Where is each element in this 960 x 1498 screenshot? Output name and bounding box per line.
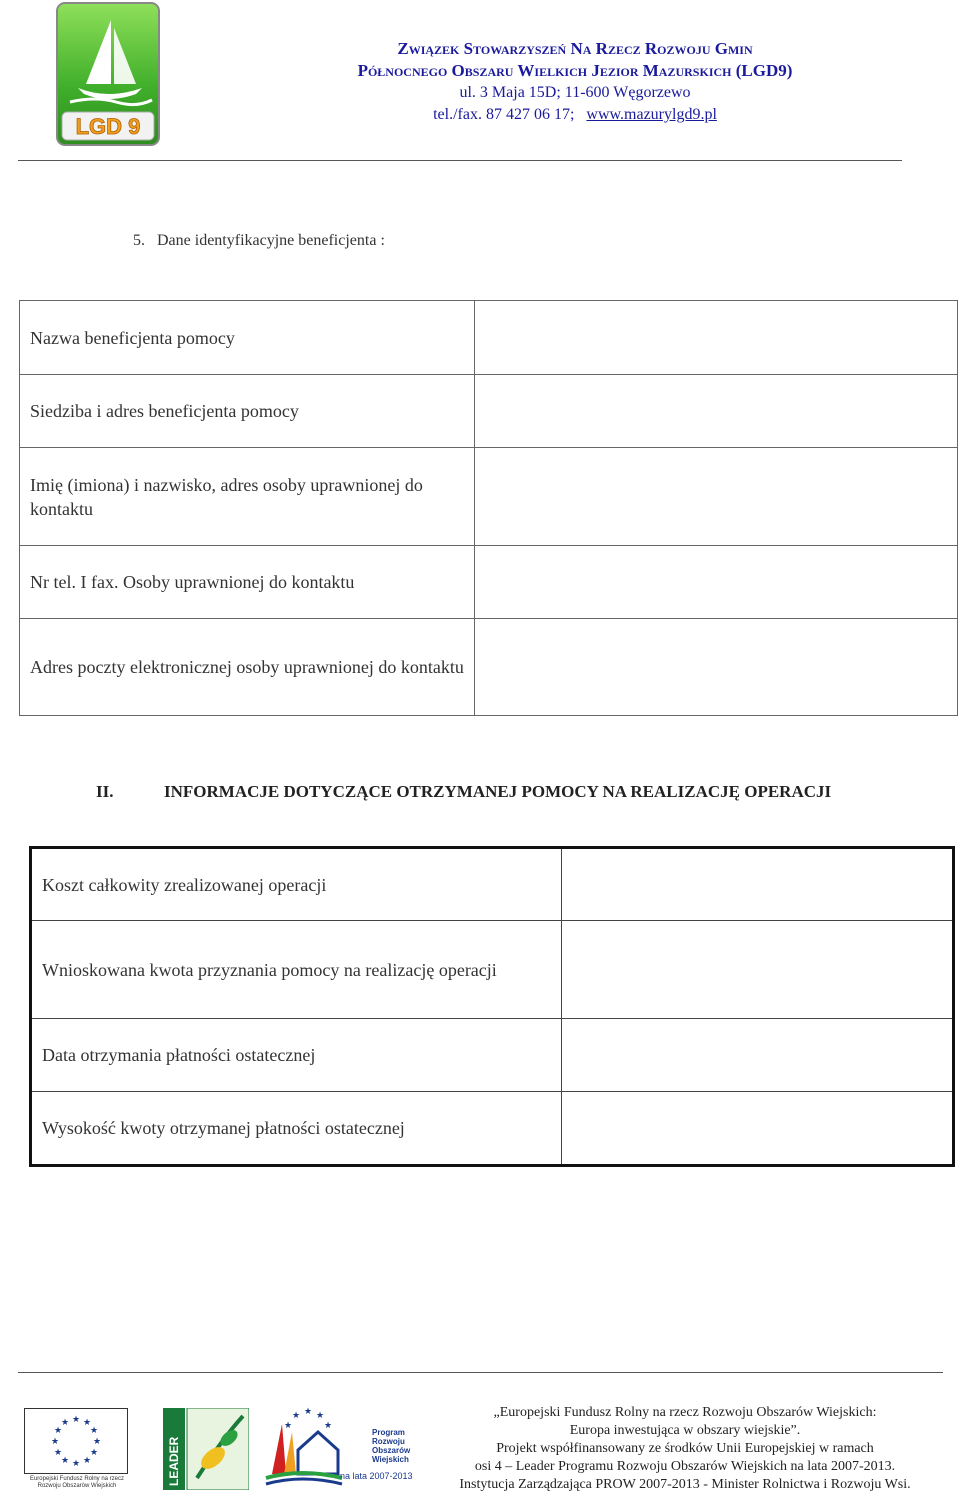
footer-line-4: osi 4 – Leader Programu Rozwoju Obszarów Wiejskich na lata 2007-2013. [474, 1459, 896, 1474]
section-5-heading: 5. Dane identyfikacyjne beneficjenta : [133, 232, 385, 249]
beneficiary-identification-table [19, 300, 958, 716]
table-row [20, 375, 958, 448]
footer-funding-notice [430, 1404, 940, 1494]
svg-text:★: ★ [82, 1418, 92, 1428]
svg-text:★: ★ [303, 1407, 313, 1417]
field-label: Wysokość kwoty otrzymanej płatności ostatecznej [31, 1092, 562, 1166]
svg-text:★: ★ [60, 1456, 70, 1466]
svg-text:★: ★ [82, 1456, 92, 1466]
org-contact [200, 104, 950, 126]
svg-text:LEADER: LEADER [167, 1436, 181, 1486]
contact-phone-field[interactable] [475, 546, 958, 619]
table-row [31, 1092, 954, 1166]
leader-leaf-icon [163, 1408, 249, 1490]
svg-text:★: ★ [89, 1426, 99, 1436]
field-label: Siedziba i adres beneficjenta pomocy [20, 375, 475, 448]
leader-logo [163, 1408, 249, 1495]
sailboat-logo-icon [56, 2, 160, 146]
org-phone: tel./fax. 87 427 06 17; [433, 106, 575, 123]
prow-program-label: Program Rozwoju Obszarów Wiejskich [372, 1428, 411, 1464]
field-label: Data otrzymania płatności ostatecznej [31, 1019, 562, 1092]
table-row [31, 1019, 954, 1092]
footer-line-5: Instytucja Zarządzająca PROW 2007-2013 - Minister Rolnictwa i Rozwoju Wsi. [459, 1477, 911, 1492]
header-divider [18, 160, 902, 161]
field-label: Nazwa beneficjenta pomocy [20, 301, 475, 375]
svg-text:★: ★ [60, 1418, 70, 1428]
prow-program-years: na lata 2007-2013 [340, 1471, 413, 1481]
field-label: Wnioskowana kwota przyznania pomocy na realizację operacji [31, 921, 562, 1019]
svg-text:★: ★ [50, 1437, 60, 1447]
svg-text:★: ★ [71, 1415, 81, 1425]
field-label: Imię (imiona) i nazwisko, adres osoby uprawnionej do kontaktu [20, 448, 475, 546]
table-row [31, 921, 954, 1019]
section-2-heading [96, 782, 831, 802]
lgd9-logo [56, 2, 160, 146]
table-row [31, 848, 954, 921]
beneficiary-address-field[interactable] [475, 375, 958, 448]
table-row [20, 619, 958, 716]
footer-line-3: Projekt współfinansowany ze środków Unii Europejskiej w ramach [496, 1441, 874, 1456]
svg-text:★: ★ [315, 1411, 325, 1421]
eu-flag-logo [24, 1408, 128, 1479]
total-cost-field[interactable] [562, 848, 954, 921]
final-payment-date-field[interactable] [562, 1019, 954, 1092]
svg-text:★: ★ [291, 1411, 301, 1421]
org-name-line1: Związek Stowarzyszeń Na Rzecz Rozwoju Gmin [397, 39, 753, 58]
svg-text:★: ★ [53, 1448, 63, 1458]
svg-text:★: ★ [71, 1459, 81, 1469]
aid-information-table [29, 846, 955, 1167]
contact-person-field[interactable] [475, 448, 958, 546]
svg-text:★: ★ [53, 1426, 63, 1436]
field-label: Adres poczty elektronicznej osoby uprawnionej do kontaktu [20, 619, 475, 716]
final-payment-amount-field[interactable] [562, 1092, 954, 1166]
footer-line-1: „Europejski Fundusz Rolny na rzecz Rozwoju Obszarów Wiejskich: [493, 1405, 877, 1420]
section-2-number: II. [96, 782, 114, 801]
org-name-line2: Północnego Obszaru Wielkich Jezior Mazurskich (LGD9) [357, 61, 793, 80]
table-row [20, 546, 958, 619]
svg-text:★: ★ [89, 1448, 99, 1458]
eu-fund-caption: Europejski Fundusz Rolny na rzecz Rozwoju Obszarów Wiejskich [29, 1476, 125, 1489]
org-address: ul. 3 Maja 15D; 11-600 Węgorzewo [459, 84, 691, 101]
section-2-title: INFORMACJE DOTYCZĄCE OTRZYMANEJ POMOCY NA REALIZACJĘ OPERACJI [164, 782, 832, 801]
table-row [20, 448, 958, 546]
svg-text:LGD 9: LGD 9 [75, 114, 141, 139]
eu-flag-icon [24, 1408, 128, 1474]
requested-amount-field[interactable] [562, 921, 954, 1019]
table-row [20, 301, 958, 375]
field-label: Koszt całkowity zrealizowanej operacji [31, 848, 562, 921]
footer-divider [18, 1372, 943, 1373]
beneficiary-name-field[interactable] [475, 301, 958, 375]
field-label: Nr tel. I fax. Osoby uprawnionej do kontaktu [20, 546, 475, 619]
svg-text:★: ★ [283, 1421, 293, 1431]
svg-text:★: ★ [92, 1437, 102, 1447]
svg-text:★: ★ [323, 1421, 333, 1431]
contact-email-field[interactable] [475, 619, 958, 716]
org-website-link[interactable]: www.mazurylgd9.pl [586, 106, 717, 123]
organization-header [200, 38, 950, 126]
footer-line-2: Europa inwestująca w obszary wiejskie”. [569, 1423, 801, 1438]
